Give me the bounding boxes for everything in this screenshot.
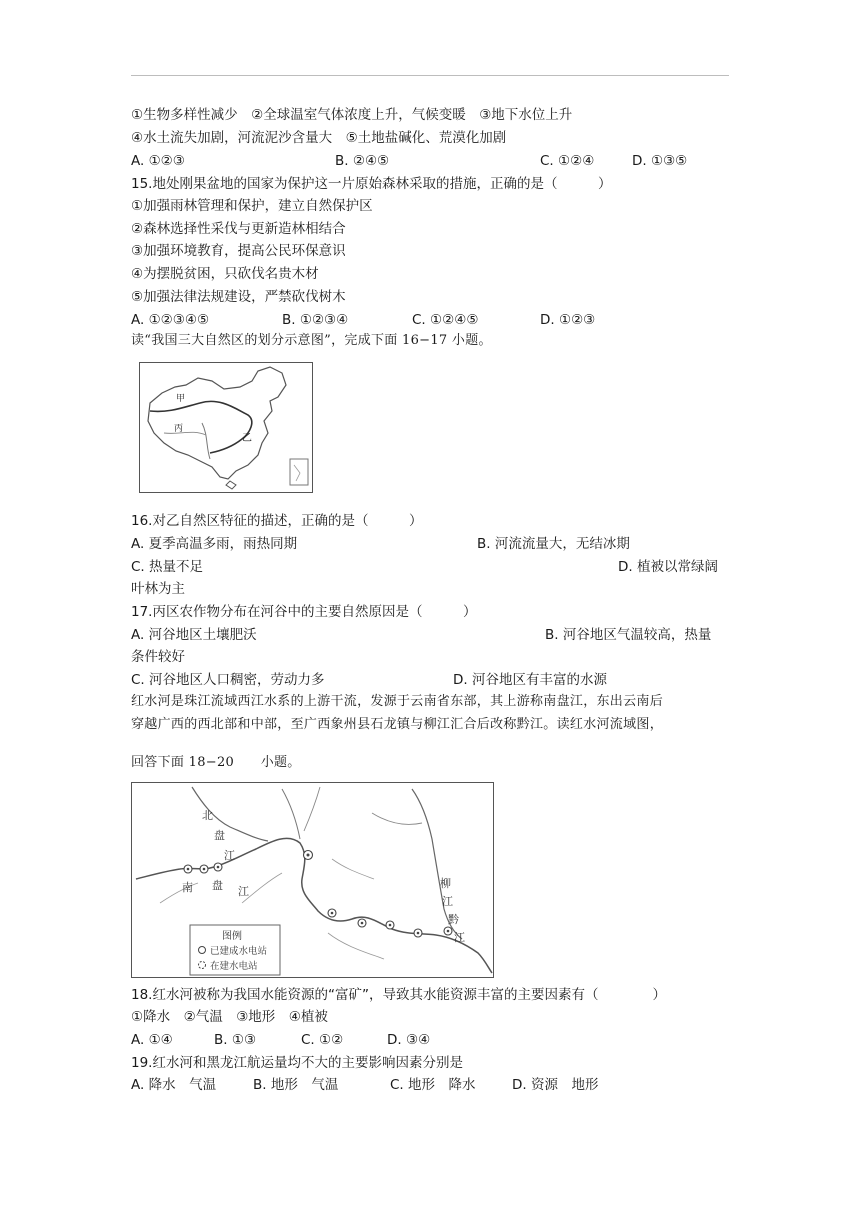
label-qian: 黔 (448, 913, 459, 926)
q19-stem: 19.红水河和黑龙江航运量均不大的主要影响因素分别是 (131, 1055, 463, 1071)
q15-item-2: ②森林选择性采伐与更新造林相结合 (131, 221, 346, 237)
q14-items-line1: ①生物多样性减少 ②全球温室气体浓度上升，气候变暖 ③地下水位上升 (131, 107, 573, 123)
map-legend (190, 925, 280, 975)
q15-item-4: ④为摆脱贫困，只砍伐名贵木材 (131, 266, 319, 282)
q15-item-3: ③加强环境教育，提高公民环保意识 (131, 243, 346, 259)
header-rule (131, 75, 729, 76)
q17-option-d[interactable]: D. 河谷地区有丰富的水源 (453, 672, 607, 688)
region-label-yi: 乙 (242, 433, 252, 444)
label-liu: 柳 (440, 877, 451, 890)
q14-option-c[interactable]: C. ①②④ (540, 153, 595, 169)
q19-option-d[interactable]: D. 资源 地形 (512, 1077, 599, 1093)
q17-option-c[interactable]: C. 河谷地区人口稠密，劳动力多 (131, 672, 325, 688)
q15-stem: 15.地处刚果盆地的国家为保护这一片原始森林采取的措施，正确的是（ ） (131, 176, 612, 192)
intro-18-20-line1: 红水河是珠江流域西江水系的上游干流，发源于云南省东部，其上游称南盘江，东出云南后 (131, 694, 664, 709)
china-map-drawing (140, 363, 312, 492)
hongshui-river-map (131, 782, 494, 978)
q17-stem: 17.丙区农作物分布在河谷中的主要自然原因是（ ） (131, 604, 477, 620)
q14-option-b[interactable]: B. ②④⑤ (335, 153, 390, 169)
label-nan: 南 (182, 881, 193, 894)
label-pan-south: 盘 (212, 879, 223, 892)
q14-option-a[interactable]: A. ①②③ (131, 153, 185, 169)
q17-option-a[interactable]: A. 河谷地区土壤肥沃 (131, 627, 257, 643)
q14-option-d[interactable]: D. ①③⑤ (632, 153, 688, 169)
intro-18-20-line2: 穿越广西的西北部和中部，至广西象州县石龙镇与柳江汇合后改称黔江。读红水河流域图， (131, 717, 664, 732)
region-label-jia: 甲 (176, 394, 186, 404)
label-jiang-liu: 江 (442, 895, 453, 908)
legend-title: 图例 (222, 931, 242, 942)
q15-option-d[interactable]: D. ①②③ (540, 312, 596, 328)
q14-items-line2: ④水土流失加剧，河流泥沙含量大 ⑤土地盐碱化、荒漠化加剧 (131, 130, 507, 146)
q17-option-b[interactable]: B. 河谷地区气温较高，热量 (545, 627, 712, 643)
region-label-bing: 丙 (174, 424, 184, 434)
q17-option-b-cont: 条件较好 (131, 649, 185, 665)
q15-option-a[interactable]: A. ①②③④⑤ (131, 312, 210, 328)
river-map-drawing (132, 783, 493, 977)
q18-option-d[interactable]: D. ③④ (387, 1032, 431, 1048)
intro-16-17: 读“我国三大自然区的划分示意图”，完成下面 16−17 小题。 (131, 333, 492, 348)
q19-option-c[interactable]: C. 地形 降水 (390, 1077, 476, 1093)
legend-building-icon (199, 962, 206, 969)
label-jiang-north: 江 (224, 849, 235, 862)
q18-items: ①降水 ②气温 ③地形 ④植被 (131, 1009, 328, 1025)
q15-item-1: ①加强雨林管理和保护，建立自然保护区 (131, 198, 373, 214)
legend-building: 在建水电站 (210, 961, 258, 972)
legend-built: 已建成水电站 (210, 946, 268, 957)
q16-option-a[interactable]: A. 夏季高温多雨，雨热同期 (131, 536, 298, 552)
q18-option-b[interactable]: B. ①③ (214, 1032, 257, 1048)
china-natural-regions-map (139, 362, 313, 493)
q19-option-b[interactable]: B. 地形 气温 (253, 1077, 339, 1093)
q19-option-a[interactable]: A. 降水 气温 (131, 1077, 217, 1093)
legend-built-icon (199, 947, 206, 954)
q18-stem: 18.红水河被称为我国水能资源的“富矿”，导致其水能资源丰富的主要因素有（ ） (131, 987, 666, 1003)
label-pan-north: 盘 (214, 829, 225, 842)
q18-option-a[interactable]: A. ①④ (131, 1032, 173, 1048)
q18-option-c[interactable]: C. ①② (301, 1032, 344, 1048)
q16-stem: 16.对乙自然区特征的描述，正确的是（ ） (131, 513, 423, 529)
q16-option-d-cont: 叶林为主 (131, 581, 185, 597)
q16-option-b[interactable]: B. 河流流量大，无结冰期 (477, 536, 630, 552)
intro-18-20-line3: 回答下面 18−20 小题。 (131, 755, 301, 770)
label-jiang-south: 江 (238, 885, 249, 898)
label-jiang-qian: 江 (454, 931, 465, 944)
q15-option-b[interactable]: B. ①②③④ (282, 312, 349, 328)
q16-option-d[interactable]: D. 植被以常绿阔 (618, 559, 718, 575)
q15-option-c[interactable]: C. ①②④⑤ (412, 312, 479, 328)
label-bei: 北 (202, 809, 213, 822)
q16-option-c[interactable]: C. 热量不足 (131, 559, 204, 575)
q15-item-5: ⑤加强法律法规建设，严禁砍伐树木 (131, 289, 346, 305)
